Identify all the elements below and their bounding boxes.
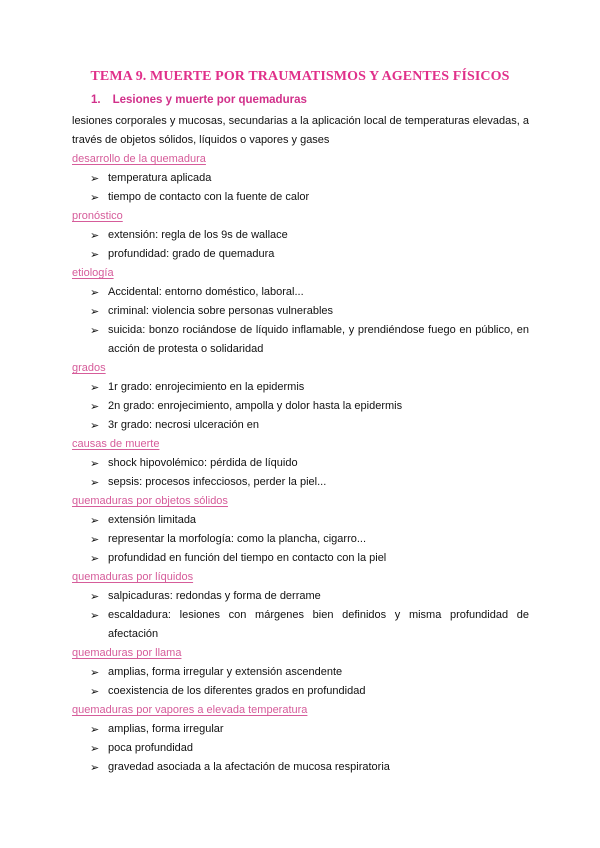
arrow-bullet-icon: ➢	[90, 324, 100, 337]
list-item	[72, 454, 529, 473]
subsection-heading: pronóstico	[72, 210, 123, 222]
arrow-bullet-icon: ➢	[90, 400, 100, 413]
list-item	[72, 473, 529, 492]
list-item	[72, 283, 529, 302]
arrow-bullet-icon: ➢	[90, 723, 100, 736]
arrow-bullet-icon: ➢	[90, 476, 100, 489]
arrow-bullet-icon: ➢	[90, 552, 100, 565]
list-item	[72, 739, 529, 758]
list-item-text: profundidad en función del tiempo en contacto con la piel	[108, 552, 387, 564]
list-item-text: 1r grado: enrojecimiento en la epidermis	[108, 381, 305, 393]
section-number: 1.	[91, 94, 101, 106]
list-item-text: tiempo de contacto con la fuente de calor	[108, 191, 310, 203]
list-item-text: amplias, forma irregular	[108, 723, 224, 735]
arrow-bullet-icon: ➢	[90, 229, 100, 242]
subsection-heading: quemaduras por objetos sólidos	[72, 495, 228, 507]
arrow-bullet-icon: ➢	[90, 286, 100, 299]
arrow-bullet-icon: ➢	[90, 609, 100, 622]
list-item-text: coexistencia de los diferentes grados en profundidad	[108, 685, 366, 697]
list-item	[72, 169, 529, 188]
list-item-text: extensión: regla de los 9s de wallace	[108, 229, 288, 241]
list-item	[72, 397, 529, 416]
arrow-bullet-icon: ➢	[90, 248, 100, 261]
list-item-text: profundidad: grado de quemadura	[108, 248, 275, 260]
arrow-bullet-icon: ➢	[90, 666, 100, 679]
list-item-text: shock hipovolémico: pérdida de líquido	[108, 457, 298, 469]
list-item	[72, 226, 529, 245]
subsection-heading: desarrollo de la quemadura	[72, 153, 206, 165]
list-item-text: representar la morfología: como la plancha, cigarro...	[108, 533, 367, 545]
list-item	[72, 188, 529, 207]
list-item-text: sepsis: procesos infecciosos, perder la piel...	[108, 476, 327, 488]
list-item-text: poca profundidad	[108, 742, 194, 754]
list-item	[72, 416, 529, 435]
arrow-bullet-icon: ➢	[90, 457, 100, 470]
arrow-bullet-icon: ➢	[90, 533, 100, 546]
list-item	[72, 378, 529, 397]
arrow-bullet-icon: ➢	[90, 685, 100, 698]
subsection-heading: quemaduras por llama	[72, 647, 182, 659]
subsection-heading: quemaduras por vapores a elevada temperatura	[72, 704, 308, 716]
list-item	[72, 511, 529, 530]
subsection-heading: causas de muerte	[72, 438, 160, 450]
list-item	[72, 720, 529, 739]
list-item-text: criminal: violencia sobre personas vulnerables	[108, 305, 334, 317]
list-item	[72, 530, 529, 549]
notes-body	[72, 150, 529, 777]
list-item	[72, 663, 529, 682]
list-item	[72, 606, 529, 644]
subsection-heading: grados	[72, 362, 106, 374]
list-item	[72, 321, 529, 359]
arrow-bullet-icon: ➢	[90, 381, 100, 394]
list-item-text: gravedad asociada a la afectación de mucosa respiratoria	[108, 761, 390, 773]
list-item-text: salpicaduras: redondas y forma de derrame	[108, 590, 321, 602]
list-item	[72, 245, 529, 264]
list-item-text: suicida: bonzo rociándose de líquido inflamable, y prendiéndose fuego en público, en acción de protesta o solidaridad	[108, 324, 529, 355]
arrow-bullet-icon: ➢	[90, 761, 100, 774]
arrow-bullet-icon: ➢	[90, 305, 100, 318]
section-label: Lesiones y muerte por quemaduras	[112, 94, 307, 106]
subsection-heading: etiología	[72, 267, 114, 279]
arrow-bullet-icon: ➢	[90, 172, 100, 185]
arrow-bullet-icon: ➢	[90, 742, 100, 755]
list-item	[72, 549, 529, 568]
list-item-text: escaldadura: lesiones con márgenes bien definidos y misma profundidad de afectación	[108, 609, 529, 640]
list-item-text: amplias, forma irregular y extensión ascendente	[108, 666, 343, 678]
section-heading	[91, 94, 307, 106]
list-item	[72, 587, 529, 606]
arrow-bullet-icon: ➢	[90, 191, 100, 204]
arrow-bullet-icon: ➢	[90, 514, 100, 527]
list-item	[72, 682, 529, 701]
intro-paragraph: lesiones corporales y mucosas, secundarias a la aplicación local de temperaturas elevadas, a través de objetos sólidos, líquidos o vapores y gases	[72, 115, 529, 146]
list-item-text: temperatura aplicada	[108, 172, 212, 184]
list-item	[72, 302, 529, 321]
list-item-text: extensión limitada	[108, 514, 197, 526]
subsection-heading: quemaduras por líquidos	[72, 571, 194, 583]
list-item-text: 3r grado: necrosi ulceración en	[108, 419, 260, 431]
arrow-bullet-icon: ➢	[90, 590, 100, 603]
page-title: TEMA 9. MUERTE POR TRAUMATISMOS Y AGENTES FÍSICOS	[90, 69, 510, 84]
list-item-text: 2n grado: enrojecimiento, ampolla y dolor hasta la epidermis	[108, 400, 403, 412]
list-item-text: Accidental: entorno doméstico, laboral...	[108, 286, 304, 298]
list-item	[72, 758, 529, 777]
arrow-bullet-icon: ➢	[90, 419, 100, 432]
